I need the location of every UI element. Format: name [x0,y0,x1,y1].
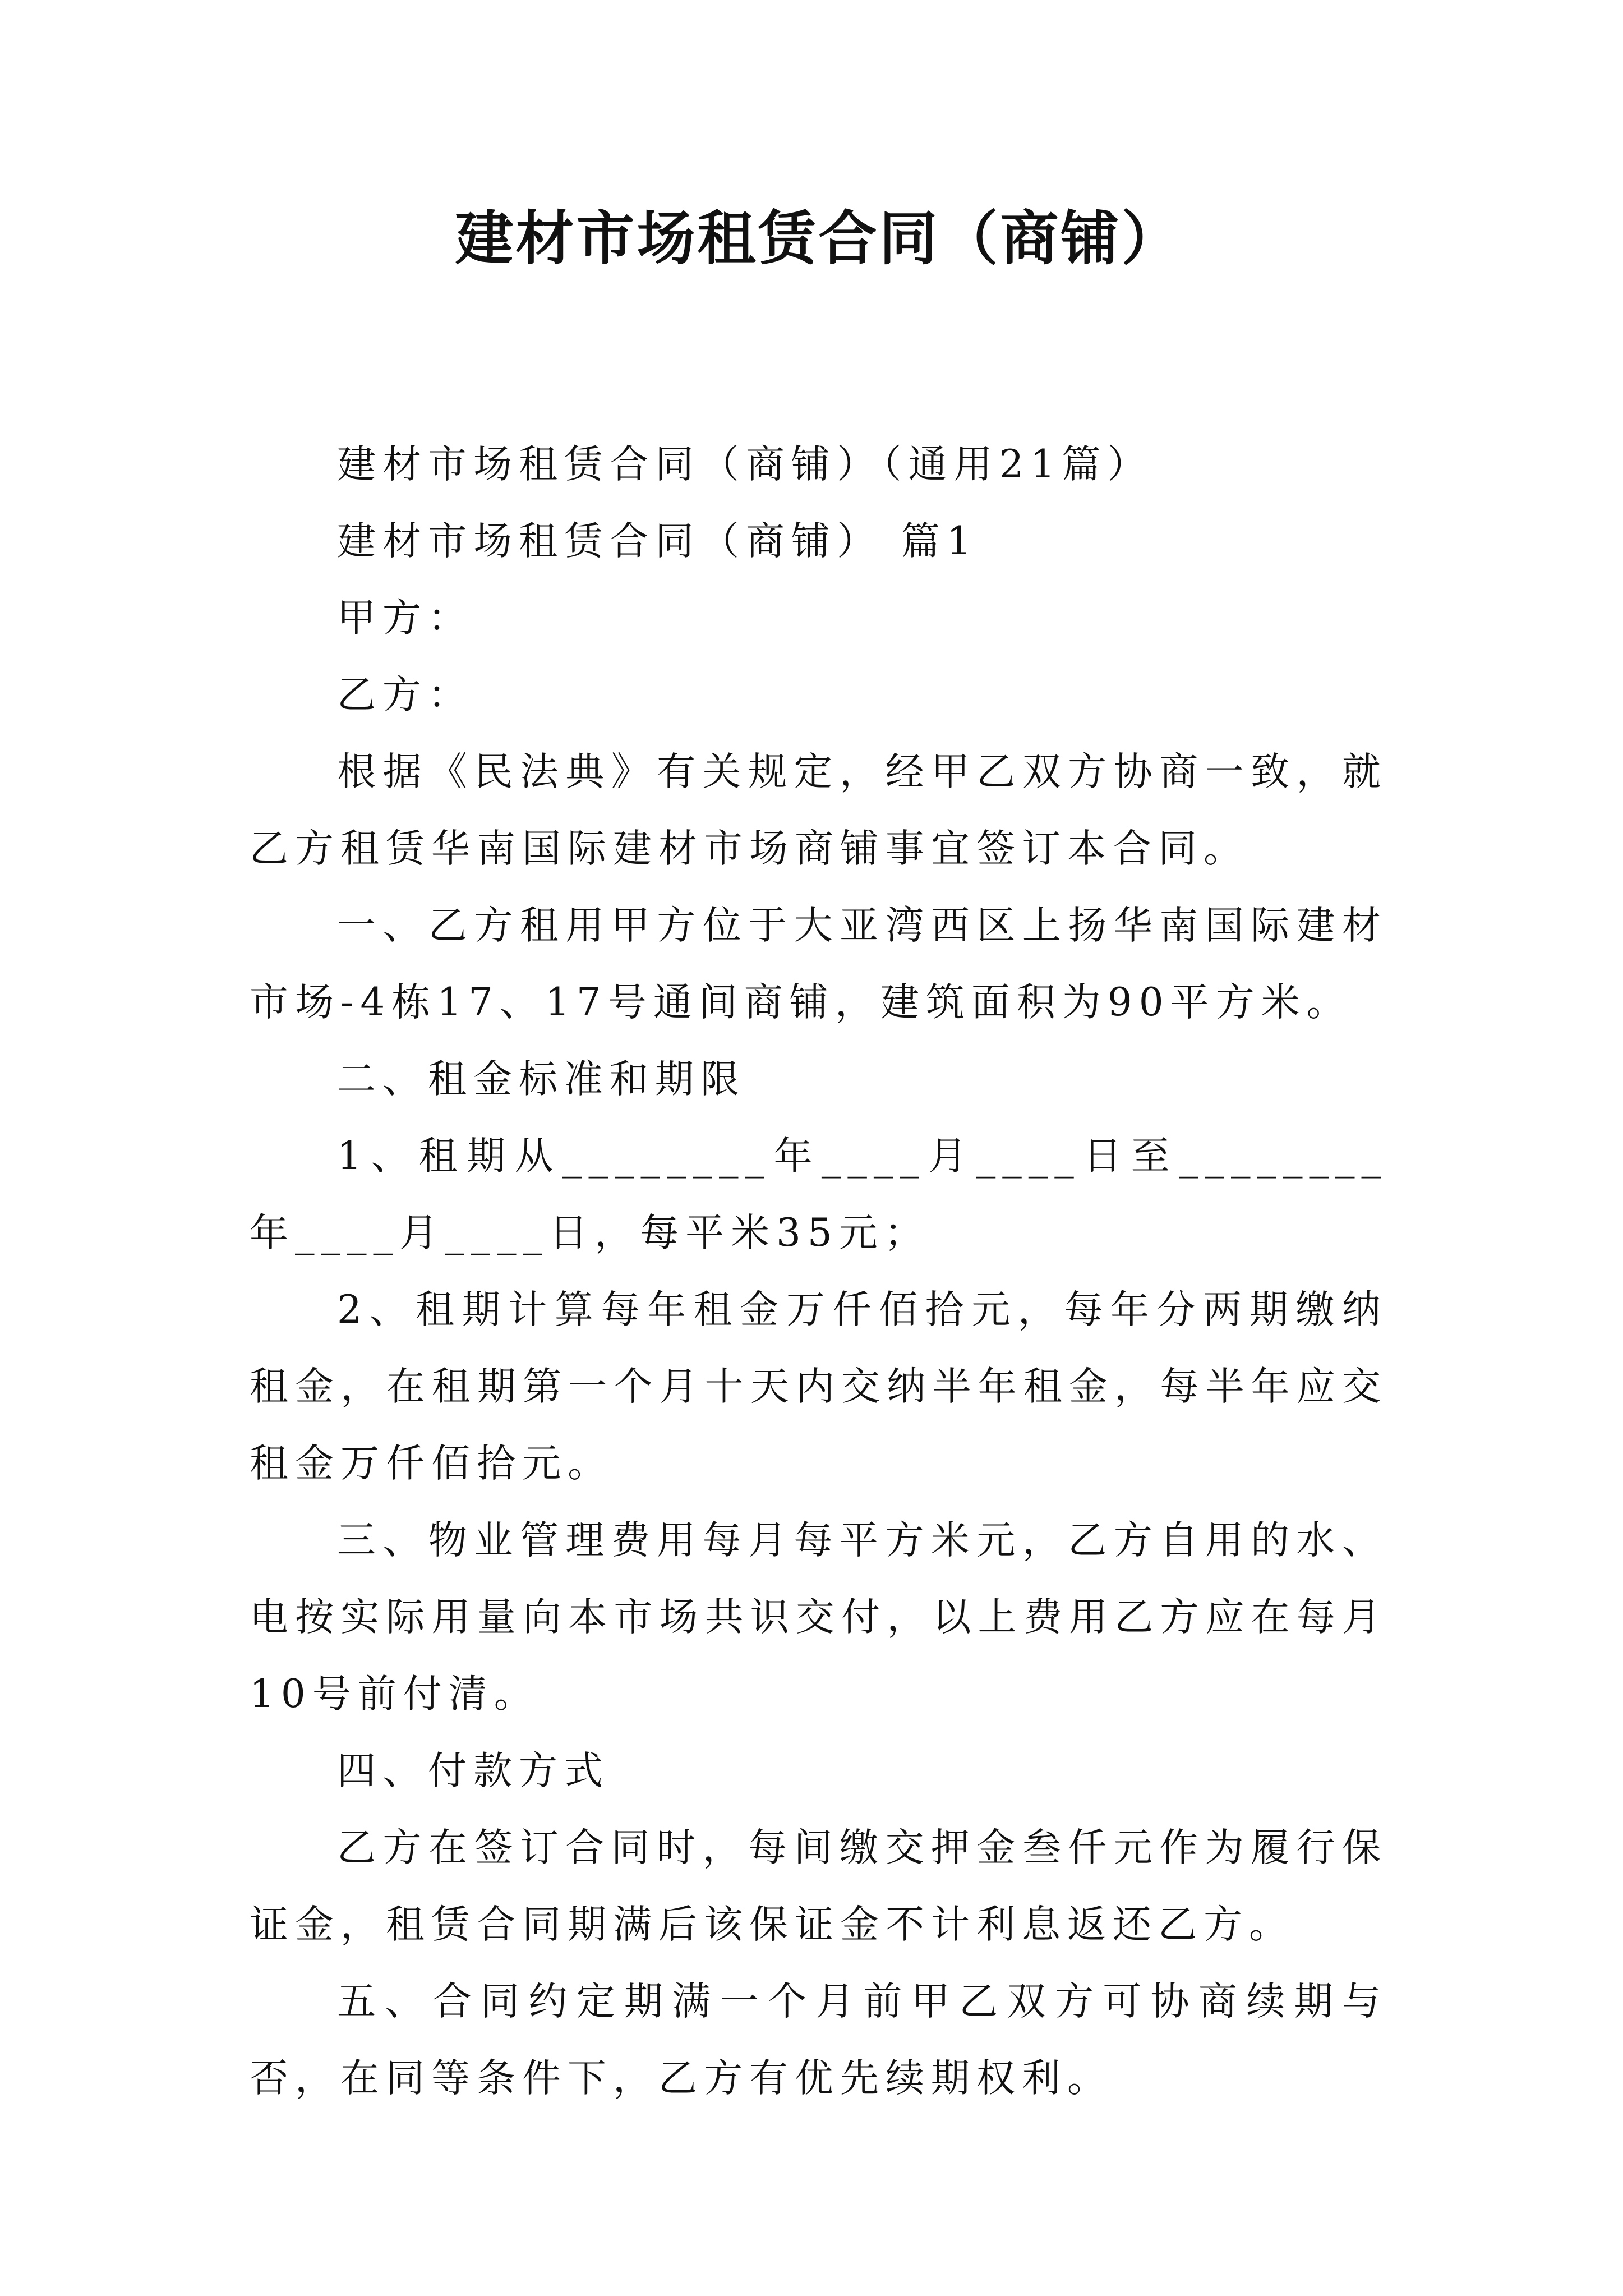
clause-5-renewal: 五、合同约定期满一个月前甲乙双方可协商续期与否，在同等条件下，乙方有优先续期权利。 [250,1979,1387,2101]
clause-2-rent: 2、租期计算每年租金万仟佰拾元，每年分两期缴纳租金，在租期第一个月十天内交纳半年租金，每半年应交租金万仟佰拾元。 [250,1287,1387,1486]
document-title: 建材市场租赁合同（商铺） [455,204,1182,273]
clause-3-fees: 三、物业管理费用每月每平方米元，乙方自用的水、电按实际用量向本市场共识交付，以上费用乙方应在每月10号前付清。 [250,1518,1387,1717]
clause-4-deposit: 乙方在签订合同时，每间缴交押金叁仟元作为履行保证金，租赁合同期满后该保证金不计利息返还乙方。 [250,1825,1387,1947]
section-heading: 建材市场租赁合同（商铺） 篇1 [337,519,978,564]
clause-2-term: 1、租期从________年____月____日至________年____月____日，每平米35元； [250,1134,1387,1255]
preamble-paragraph: 根据《民法典》有关规定，经甲乙双方协商一致，就乙方租赁华南国际建材市场商铺事宜签订本合同。 [250,749,1387,871]
doc-subtitle: 建材市场租赁合同（商铺）（通用21篇） [337,442,1153,487]
party-b-line: 乙方： [337,673,473,717]
clause-1-premises: 一、乙方租用甲方位于大亚湾西区上扬华南国际建材市场-4栋17、17号通间商铺，建筑面积为90平方米。 [250,903,1387,1025]
party-a-line: 甲方： [337,596,473,641]
clause-4-heading: 四、付款方式 [337,1749,610,1793]
clause-2-heading: 二、租金标准和期限 [337,1057,746,1102]
